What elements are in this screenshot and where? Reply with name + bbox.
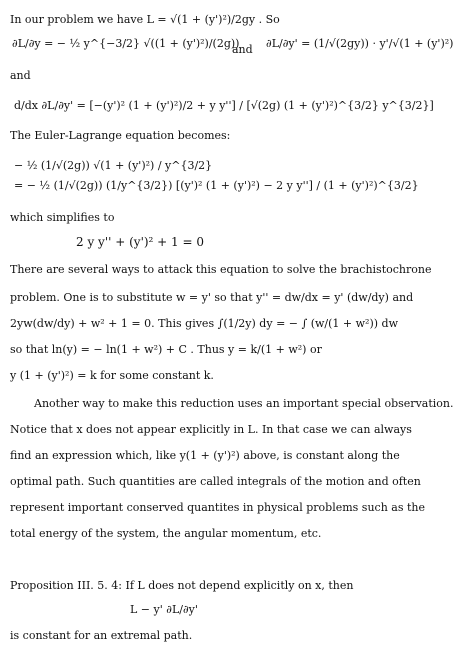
simplifies-text: which simplifies to bbox=[10, 211, 115, 224]
equation-proposition: L − y' ∂L/∂y' bbox=[130, 603, 198, 616]
equation-euler-rhs: = − ½ (1/√(2g)) (1/y^{3/2}) [(y')² (1 + (y')²) − 2 y y''] / (1 + (y')²)^{3/2} bbox=[14, 179, 419, 192]
paragraph-2-line-5: represent important conserved quantites in physical problems such as the bbox=[10, 501, 425, 514]
equation-simplified: 2 y y'' + (y')² + 1 = 0 bbox=[76, 235, 204, 249]
proposition-heading: Proposition III. 5. 4: If L does not depend explicitly on x, then bbox=[10, 579, 354, 592]
paragraph-2-line-1: Another way to make this reduction uses an important special observation. bbox=[34, 397, 454, 410]
equation-partials-right: ∂L/∂y' = (1/√(2gy)) · y'/√(1 + (y')²) bbox=[266, 37, 454, 50]
paragraph-1-line-2: problem. One is to substitute w = y' so that y'' = dw/dx = y' (dw/dy) and bbox=[10, 291, 414, 304]
euler-heading: The Euler-Lagrange equation becomes: bbox=[10, 129, 231, 142]
equation-partials-left: ∂L/∂y = − ½ y^{−3/2} √((1 + (y')²)/(2g)) bbox=[12, 37, 240, 50]
paragraph-2-line-3: find an expression which, like y(1 + (y')²) above, is constant along the bbox=[10, 449, 400, 462]
paragraph-1-line-3: 2yw(dw/dy) + w² + 1 = 0. This gives ∫(1/2y) dy = − ∫ (w/(1 + w²)) dw bbox=[10, 317, 398, 330]
paragraph-1-line-1: There are several ways to attack this equation to solve the brachistochrone bbox=[10, 263, 432, 276]
paragraph-2-line-6: total energy of the system, the angular momentum, etc. bbox=[10, 527, 322, 540]
intro-line bbox=[10, 14, 280, 26]
equation-euler-lhs: − ½ (1/√(2g)) √(1 + (y')²) / y^{3/2} bbox=[14, 159, 213, 172]
intro-text: In our problem we have L = √(1 + (y')²)/2gy . So bbox=[10, 13, 280, 26]
and-word: and bbox=[10, 69, 31, 82]
and-connector: and bbox=[232, 43, 253, 56]
proposition-conclusion: is constant for an extremal path. bbox=[10, 629, 193, 642]
paragraph-1-line-5: y (1 + (y')²) = k for some constant k. bbox=[10, 369, 214, 382]
equation-derivative: d/dx ∂L/∂y' = [−(y')² (1 + (y')²)/2 + y y''] / [√(2g) (1 + (y')²)^{3/2} y^{3/2}] bbox=[14, 99, 434, 112]
paragraph-2-line-4: optimal path. Such quantities are called integrals of the motion and often bbox=[10, 475, 421, 488]
paragraph-1-line-4: so that ln(y) = − ln(1 + w²) + C . Thus y = k/(1 + w²) or bbox=[10, 343, 322, 356]
paragraph-2-line-2: Notice that x does not appear explicitly in L. In that case we can always bbox=[10, 423, 412, 436]
